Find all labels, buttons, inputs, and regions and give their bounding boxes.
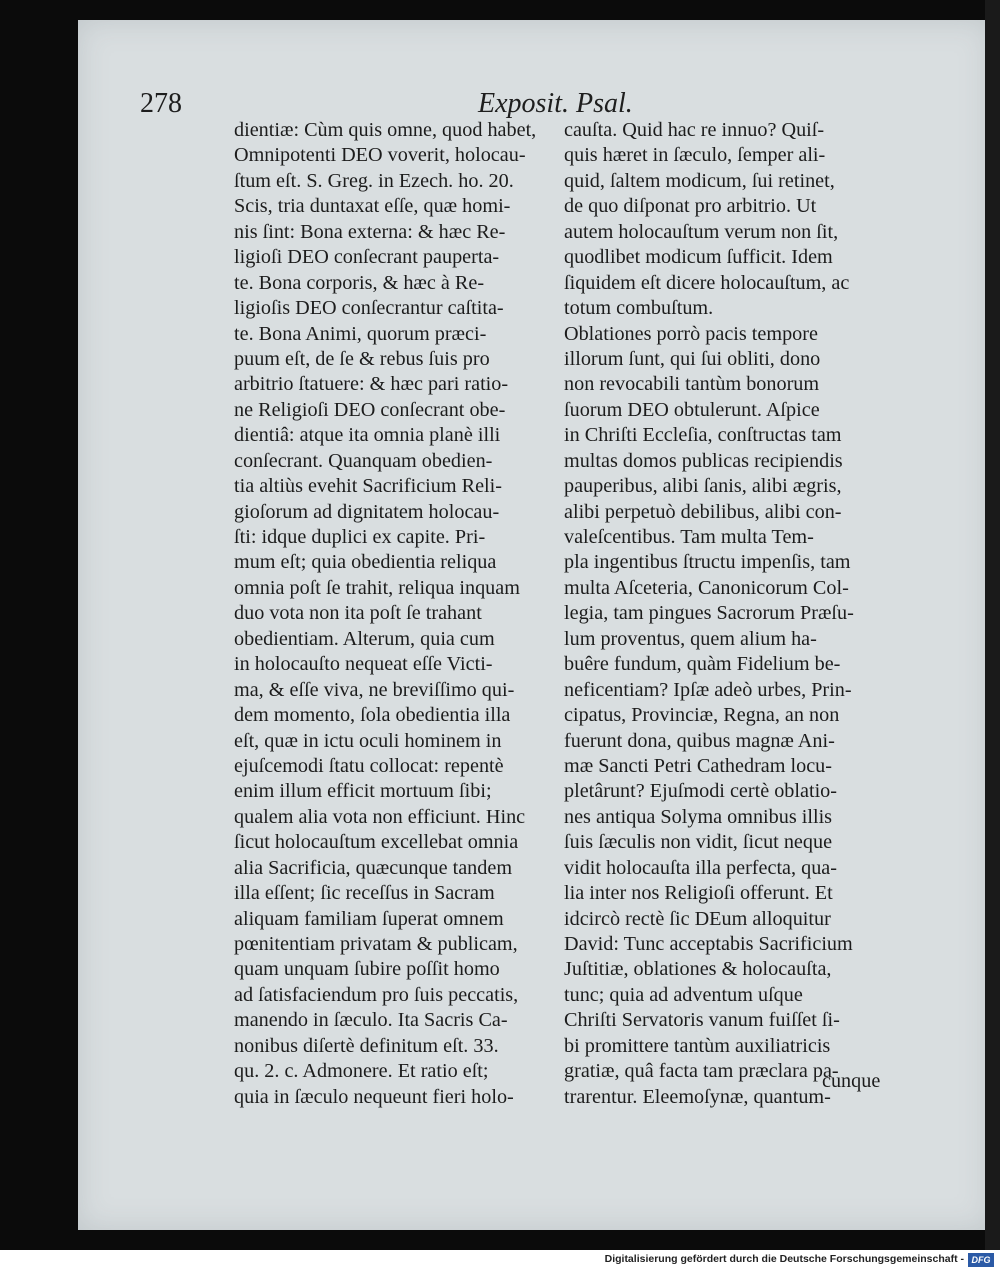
text-line: dientiâ: atque ita omnia planè illi xyxy=(234,424,501,447)
text-line: quia in ſæculo nequeunt fieri holo- xyxy=(234,1085,514,1108)
page-edge xyxy=(985,0,1000,1250)
text-line: qualem alia vota non efficiunt. Hinc xyxy=(234,805,526,828)
text-line: lia inter nos Religioſi offerunt. Et xyxy=(564,882,833,905)
text-line: Juſtitiæ, oblationes & holocauſta, xyxy=(564,958,832,981)
right-column xyxy=(564,118,890,1110)
text-line: multas domos publicas recipiendis xyxy=(564,449,843,472)
text-line: obedientiam. Alterum, quia cum xyxy=(234,627,495,650)
text-line: alia Sacrificia, quæcunque tandem xyxy=(234,856,513,879)
text-line: de quo diſponat pro arbitrio. Ut xyxy=(564,195,817,218)
text-line: mum eſt; quia obedientia reliqua xyxy=(234,551,497,574)
text-line: pla ingentibus ſtructu impenſis, tam xyxy=(564,551,851,574)
text-line: Oblationes porrò pacis tempore xyxy=(564,322,818,345)
dfg-logo-icon: DFG xyxy=(968,1253,994,1267)
text-line: quam unquam ſubire poſſit homo xyxy=(234,958,500,981)
text-line: buêre fundum, quàm Fidelium be- xyxy=(564,653,841,676)
text-line: ſuorum DEO obtulerunt. Aſpice xyxy=(564,398,820,421)
text-line: pauperibus, alibi ſanis, alibi ægris, xyxy=(564,475,842,498)
funding-note: Digitalisierung gefördert durch die Deutsche Forschungsgemeinschaft - xyxy=(604,1253,964,1265)
text-line: Omnipotenti DEO voverit, holocau- xyxy=(234,144,526,167)
text-line: Scis, tria duntaxat eſſe, quæ homi- xyxy=(234,195,511,218)
text-line: in holocauſto nequeat eſſe Victi- xyxy=(234,653,493,676)
text-line: tia altiùs evehit Sacrificium Reli- xyxy=(234,475,502,498)
text-line: ejuſcemodi ſtatu collocat: repentè xyxy=(234,754,504,777)
text-line: eſt, quæ in ictu oculi hominem in xyxy=(234,729,502,752)
text-line: ſicut holocauſtum excellebat omnia xyxy=(234,831,519,854)
text-line: valeſcentibus. Tam multa Tem- xyxy=(564,526,814,548)
text-line: neficentiam? Ipſæ adeò urbes, Prin- xyxy=(564,678,852,701)
text-line: in Chriſti Eccleſia, conſtructas tam xyxy=(564,424,842,447)
text-line: alibi perpetuò debilibus, alibi con- xyxy=(564,500,842,523)
text-line: dem momento, ſola obedientia illa xyxy=(234,704,511,727)
text-line: enim illum efficit mortuum ſibi; xyxy=(234,780,492,803)
text-line: illa eſſent; ſic receſſus in Sacram xyxy=(234,882,495,905)
text-line: omnia poſt ſe trahit, reliqua inquam xyxy=(234,576,520,599)
text-line: cauſta. Quid hac re innuo? Quiſ- xyxy=(564,119,825,141)
text-line: gratiæ, quâ facta tam præclara pa- xyxy=(564,1060,839,1083)
text-line: bi promittere tantùm auxiliatricis xyxy=(564,1034,831,1057)
text-line: tunc; quia ad adventum uſque xyxy=(564,983,803,1006)
text-line: lum proventus, quem alium ha- xyxy=(564,627,817,650)
text-line: autem holocauſtum verum non ſit, xyxy=(564,220,839,243)
text-line: pletârunt? Ejuſmodi certè oblatio- xyxy=(564,780,837,803)
text-line: puum eſt, de ſe & rebus ſuis pro xyxy=(234,347,490,370)
text-line: quodlibet modicum ſufficit. Idem xyxy=(564,246,833,269)
text-line: aliquam familiam ſuperat omnem xyxy=(234,907,504,930)
text-line: ſiquidem eſt dicere holocauſtum, ac xyxy=(564,271,850,294)
text-line: cipatus, Provinciæ, Regna, an non xyxy=(564,704,840,727)
text-line: duo vota non ita poſt ſe trahant xyxy=(234,602,482,625)
footer-bar xyxy=(0,1250,1000,1270)
text-line: illorum ſunt, qui ſui obliti, dono xyxy=(564,347,821,370)
text-line: fuerunt dona, quibus magnæ Ani- xyxy=(564,729,835,752)
text-line: te. Bona corporis, & hæc à Re- xyxy=(234,271,485,294)
text-line: mæ Sancti Petri Cathedram locu- xyxy=(564,754,832,777)
catchword: cunque xyxy=(822,1070,881,1092)
text-line: nonibus diſertè definitum eſt. 33. xyxy=(234,1034,499,1057)
text-line: manendo in ſæculo. Ita Sacris Ca- xyxy=(234,1009,508,1032)
text-line: dientiæ: Cùm quis omne, quod habet, xyxy=(234,119,537,141)
text-line: David: Tunc acceptabis Sacrificium xyxy=(564,933,853,955)
text-line: ligioſis DEO conſecrantur caſtita- xyxy=(234,297,504,320)
text-line: gioſorum ad dignitatem holocau- xyxy=(234,500,500,523)
left-column xyxy=(234,118,550,1110)
text-line: quid, ſaltem modicum, ſui retinet, xyxy=(564,169,835,192)
text-line: Chriſti Servatoris vanum fuiſſet ſi- xyxy=(564,1009,840,1032)
text-line: idcircò rectè ſic DEum alloquitur xyxy=(564,907,831,930)
text-line: quis hæret in ſæculo, ſemper ali- xyxy=(564,144,826,167)
text-line: qu. 2. c. Admonere. Et ratio eſt; xyxy=(234,1060,489,1083)
text-line: ſtum eſt. S. Greg. in Ezech. ho. 20. xyxy=(234,169,514,192)
text-line: ma, & eſſe viva, ne breviſſimo qui- xyxy=(234,678,515,701)
text-line: pœnitentiam privatam & publicam, xyxy=(234,933,518,955)
text-line: totum combuſtum. xyxy=(564,297,714,320)
page-number: 278 xyxy=(140,88,182,119)
text-line: ad ſatisfaciendum pro ſuis peccatis, xyxy=(234,983,519,1006)
text-line: vidit holocauſta illa perfecta, qua- xyxy=(564,856,837,879)
text-line: non revocabili tantùm bonorum xyxy=(564,373,820,396)
text-line: conſecrant. Quanquam obedien- xyxy=(234,449,493,472)
text-line: te. Bona Animi, quorum præci- xyxy=(234,322,487,345)
text-line: arbitrio ſtatuere: & hæc pari ratio- xyxy=(234,373,509,396)
text-line: ſuis ſæculis non vidit, ſicut neque xyxy=(564,831,833,854)
running-title: Exposit. Psal. xyxy=(478,88,633,119)
text-line: nis ſint: Bona externa: & hæc Re- xyxy=(234,220,506,243)
text-line: legia, tam pingues Sacrorum Præſu- xyxy=(564,602,854,625)
text-line: nes antiqua Solyma omnibus illis xyxy=(564,805,833,828)
text-line: ligioſi DEO conſecrant pauperta- xyxy=(234,246,500,269)
text-line: multa Aſceteria, Canonicorum Col- xyxy=(564,576,849,599)
text-line: trarentur. Eleemoſynæ, quantum- xyxy=(564,1085,831,1108)
text-line: ne Religioſi DEO conſecrant obe- xyxy=(234,398,506,421)
text-line: ſti: idque duplici ex capite. Pri- xyxy=(234,526,486,548)
